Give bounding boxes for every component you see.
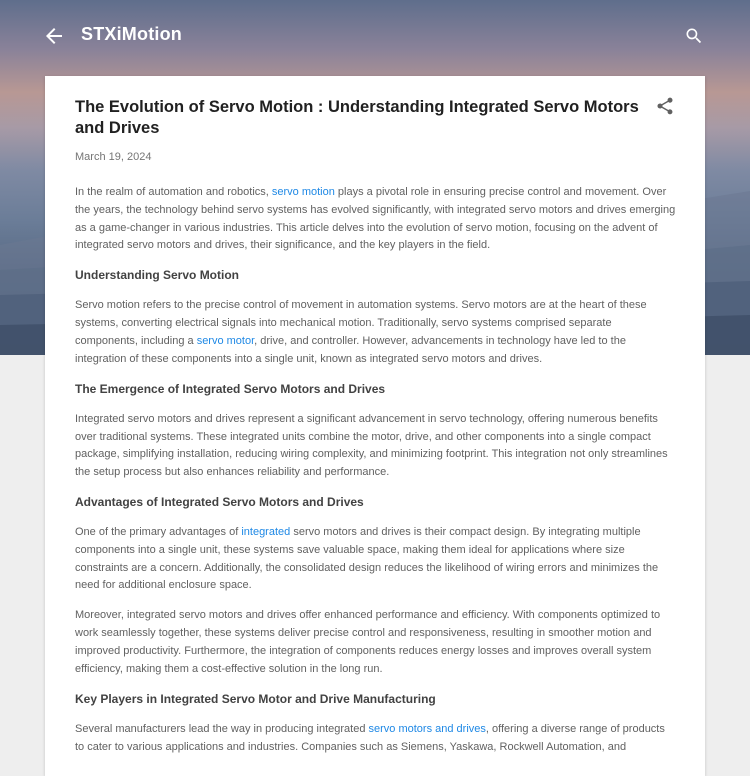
post-card bbox=[45, 76, 705, 776]
section-heading: Understanding Servo Motion bbox=[75, 268, 240, 283]
text-run: servo motors and drives is their compact design. By integrating multiple components into a single unit, these systems save valuable space, making them ideal for applications where size constraints are a concern. Additionally, the consolidated design reduces the likelihood of wiring errors and minimizes the need for additional enclosure space. bbox=[75, 526, 659, 592]
post-title: The Evolution of Servo Motion : Understanding Integrated Servo Motors and Drives bbox=[75, 98, 639, 137]
top-app-bar bbox=[0, 0, 750, 72]
section-heading: Key Players in Integrated Servo Motor and Drive Manufacturing bbox=[75, 691, 436, 706]
paragraph: Moreover, integrated servo motors and drives offer enhanced performance and efficiency. With components optimized to work seamlessly together, these systems deliver precise control and responsiveness, resulting in smoother motion and improved productivity. Furthermore, the integration of components reduces energy losses and improves overall system efficiency, making them a cost-effective solution in the long run. bbox=[75, 609, 661, 675]
servo-motors-and-drives-link[interactable]: servo motors and drives bbox=[368, 722, 486, 735]
paragraph bbox=[75, 721, 677, 757]
share-icon[interactable] bbox=[655, 96, 679, 120]
text-run: , drive, and controller. However, advancements in technology have led to the integration of these components into a single unit, known as integrated servo motors and drives. bbox=[75, 334, 626, 365]
paragraph bbox=[75, 297, 677, 368]
integrated-link[interactable]: integrated bbox=[241, 526, 291, 539]
site-title-link[interactable]: STXiMotion bbox=[81, 24, 182, 44]
section-heading: Advantages of Integrated Servo Motors and Drives bbox=[75, 495, 364, 510]
servo-motor-link[interactable]: servo motor bbox=[196, 334, 255, 347]
search-icon[interactable] bbox=[684, 26, 708, 50]
section-heading: The Emergence of Integrated Servo Motors and Drives bbox=[75, 381, 386, 396]
paragraph: Integrated servo motors and drives represent a significant advancement in servo technology, offering numerous benefits over traditional systems. These integrated units combine the motor, drive, and other components into a single compact package, simplifying installation, reducing wiring complexity, and minimizing footprint. This integration not only streamlines the setup process but also enhances reliability and performance. bbox=[75, 412, 668, 479]
paragraph bbox=[75, 184, 677, 255]
paragraph bbox=[75, 524, 677, 595]
text-run: Servo motion refers to the precise control of movement in automation systems. Servo motors are at the heart of these systems, converting electrical signals into mechanical motion. Traditionally, servo systems comprised separate components, including a bbox=[75, 299, 647, 347]
post-body bbox=[75, 184, 677, 769]
text-run: One of the primary advantages of bbox=[75, 526, 242, 539]
text-run: plays a pivotal role in ensuring precise control and movement. Over the years, the technology behind servo systems has evolved significantly, with integrated servo motors and drives emerging as a game-changer in various industries. This article delves into the evolution of servo motion, focusing on the advent of integrated servo motors and drives, their significance, and the key players in the field. bbox=[75, 186, 676, 252]
post-date: March 19, 2024 bbox=[75, 151, 152, 163]
text-run: Several manufacturers lead the way in producing integrated bbox=[75, 722, 369, 735]
arrow-back-icon[interactable] bbox=[42, 24, 66, 48]
text-run: , offering a diverse range of products to cater to various applications and industries. Companies such as Siemens, Yaskawa, Rockwell Automation, and bbox=[75, 722, 665, 753]
text-run: In the realm of automation and robotics, bbox=[75, 186, 272, 198]
servo-motion-link[interactable]: servo motion bbox=[271, 186, 335, 198]
